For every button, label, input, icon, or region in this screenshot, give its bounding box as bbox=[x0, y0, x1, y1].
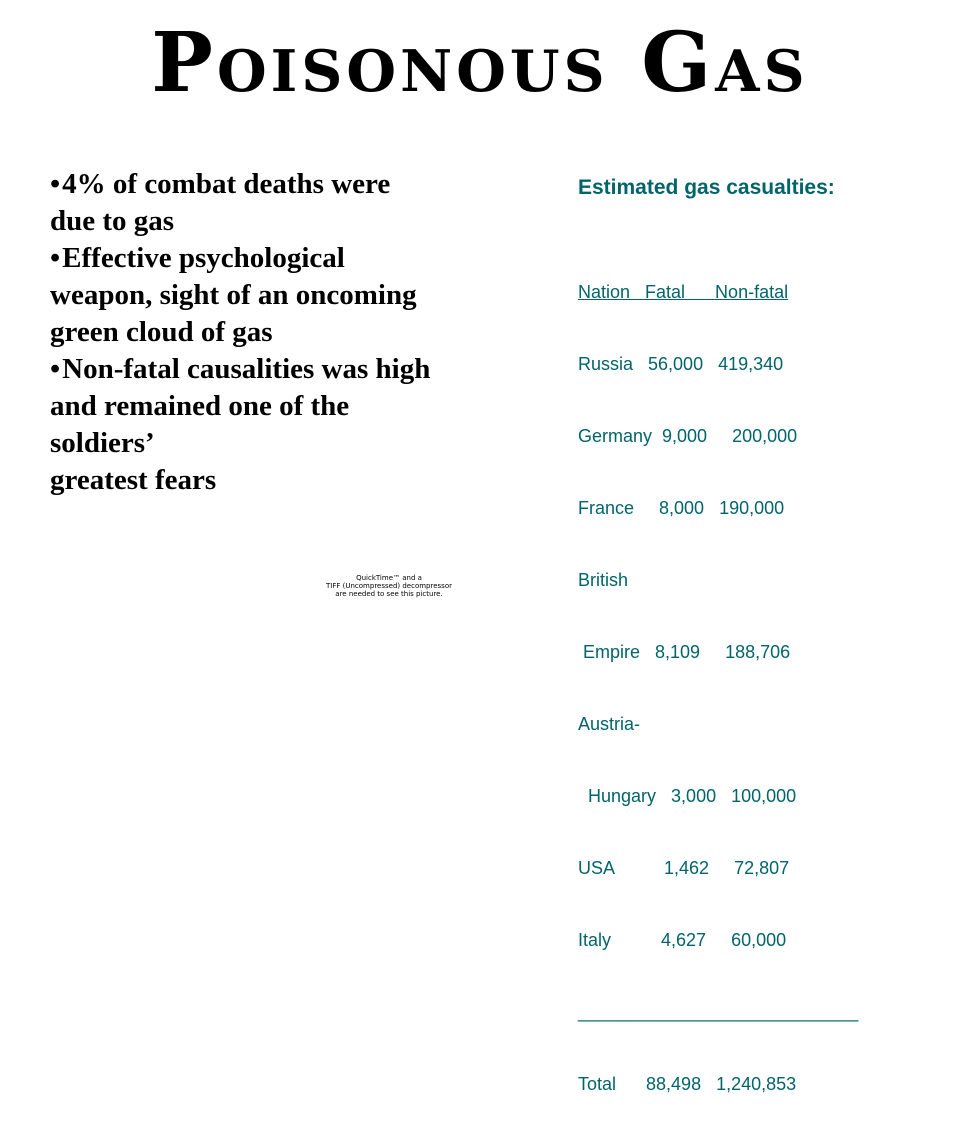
quicktime-placeholder bbox=[324, 574, 454, 598]
placeholder-line: QuickTime™ and a bbox=[356, 574, 422, 582]
table-row: USA 1,462 72,807 bbox=[578, 858, 790, 878]
bullet-item bbox=[50, 240, 480, 351]
table-total-row: Total 88,498 1,240,853 bbox=[578, 1074, 797, 1094]
table-row: Austria- bbox=[578, 714, 641, 734]
slide-title: Poisonous Gas bbox=[151, 15, 809, 111]
bullet-line: 4% of combat deaths were bbox=[62, 168, 391, 200]
bullet-line: and remained one of the bbox=[50, 390, 350, 422]
bullet-list bbox=[50, 166, 480, 499]
bullet-marker: • bbox=[50, 353, 61, 385]
table-rule: ____________________________ bbox=[578, 1002, 859, 1022]
table-row: Russia 56,000 419,340 bbox=[578, 354, 784, 374]
bullet-line: weapon, sight of an oncoming bbox=[50, 279, 417, 311]
bullet-line: Non-fatal causalities was high bbox=[62, 353, 431, 385]
bullet-marker: • bbox=[50, 242, 61, 274]
bullet-marker: • bbox=[50, 168, 61, 200]
table-header: Nation Fatal Non-fatal bbox=[578, 282, 789, 302]
bullet-line: Effective psychological bbox=[62, 242, 345, 274]
casualty-table bbox=[578, 232, 858, 1144]
placeholder-line: are needed to see this picture. bbox=[335, 590, 443, 598]
table-row: Hungary 3,000 100,000 bbox=[578, 786, 797, 806]
table-caption: Estimated gas casualties: bbox=[578, 176, 835, 199]
table-row: France 8,000 190,000 bbox=[578, 498, 785, 518]
table-row: Germany 9,000 200,000 bbox=[578, 426, 798, 446]
bullet-line: due to gas bbox=[50, 205, 175, 237]
bullet-item bbox=[50, 166, 480, 240]
table-row: British bbox=[578, 570, 629, 590]
bullet-line: soldiers’ bbox=[50, 427, 155, 459]
table-row: Italy 4,627 60,000 bbox=[578, 930, 787, 950]
bullet-line: greatest fears bbox=[50, 464, 217, 496]
bullet-line: green cloud of gas bbox=[50, 316, 273, 348]
bullet-item bbox=[50, 351, 480, 499]
placeholder-line: TIFF (Uncompressed) decompressor bbox=[326, 582, 452, 590]
table-row: Empire 8,109 188,706 bbox=[578, 642, 791, 662]
